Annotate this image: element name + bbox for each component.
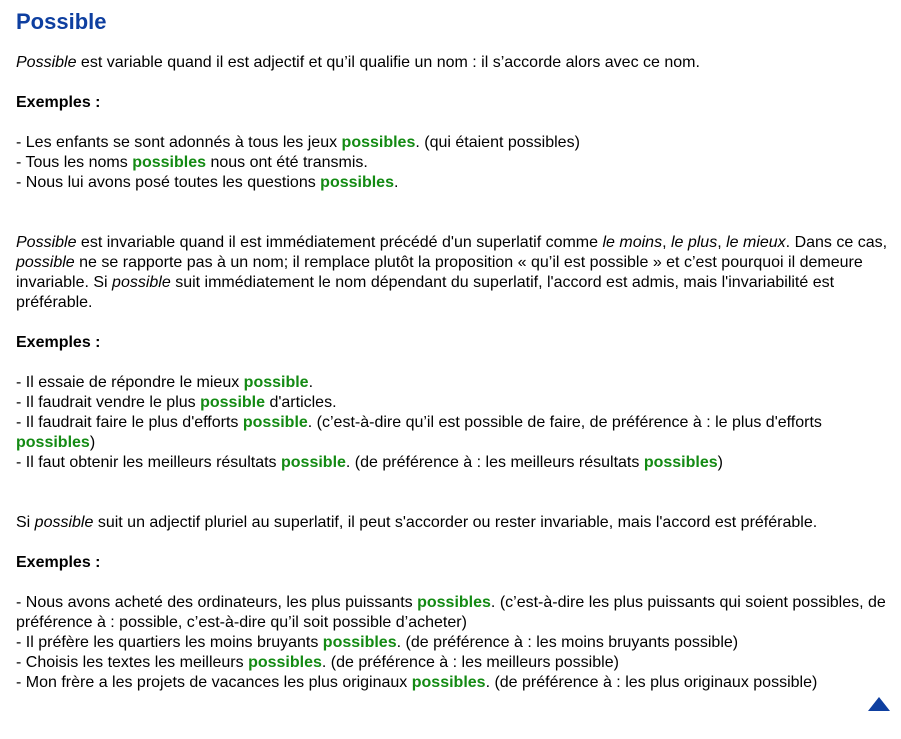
text-run: nous ont été transmis. xyxy=(206,154,368,171)
example-line xyxy=(16,653,891,673)
text-run: - Nous avons acheté des ordinateurs, les plus puissants xyxy=(16,594,418,611)
examples-list xyxy=(16,593,891,693)
text-run: . xyxy=(393,174,399,191)
example-line xyxy=(16,413,891,453)
italic-term: possible xyxy=(112,274,171,291)
examples-heading: Exemples : xyxy=(16,554,101,571)
text-run: ) xyxy=(717,454,723,471)
example-line xyxy=(16,373,891,393)
example-line xyxy=(16,173,891,193)
example-line xyxy=(16,633,891,653)
text-run: . (de préférence à : les moins bruyants possible) xyxy=(396,634,739,651)
section-variable xyxy=(16,53,891,193)
text-run: . Dans ce cas, xyxy=(785,234,888,251)
examples-heading: Exemples : xyxy=(16,334,101,351)
highlighted-word: possibles xyxy=(411,674,486,691)
example-line xyxy=(16,393,891,413)
text-run: Si xyxy=(16,514,35,531)
text-run: . (qui étaient possibles) xyxy=(415,134,580,151)
highlighted-word: possible xyxy=(243,374,309,391)
example-line xyxy=(16,593,891,633)
italic-term: possible xyxy=(34,514,94,531)
section-plural-superlative xyxy=(16,513,891,693)
section-invariable-superlative xyxy=(16,233,891,473)
highlighted-word: possibles xyxy=(322,634,397,651)
text-run: - Tous les noms xyxy=(16,154,133,171)
italic-term: le mieux xyxy=(726,234,786,251)
section-intro xyxy=(16,513,891,533)
text-run: - Les enfants se sont adonnés à tous les jeux xyxy=(16,134,342,151)
text-run: suit un adjectif pluriel au superlatif, il peut s'accorder ou rester invariable, mais l'accord est préférable. xyxy=(93,514,818,531)
italic-term: Possible xyxy=(16,54,77,71)
highlighted-word: possibles xyxy=(341,134,416,151)
text-run: , xyxy=(717,234,727,251)
section-intro xyxy=(16,233,891,313)
section-intro xyxy=(16,53,891,73)
italic-term: Possible xyxy=(16,234,77,251)
examples-list xyxy=(16,373,891,473)
highlighted-word: possibles xyxy=(16,434,90,451)
text-run: , xyxy=(662,234,671,251)
highlighted-word: possibles xyxy=(417,594,491,611)
highlighted-word: possibles xyxy=(132,154,207,171)
text-run: . (c’est-à-dire les plus puissants qui soient possibles, de préférence à : possible, c’est-à-dire qu’il soit possible d’acheter) xyxy=(16,594,886,631)
examples-heading: Exemples : xyxy=(16,94,101,111)
highlighted-word: possibles xyxy=(643,454,718,471)
text-run: . xyxy=(308,374,314,391)
example-line xyxy=(16,673,891,693)
example-line xyxy=(16,153,891,173)
text-run: - Il essaie de répondre le mieux xyxy=(16,374,244,391)
page-title: Possible xyxy=(16,9,107,34)
text-run: - Il préfère les quartiers les moins bruyants xyxy=(16,634,323,651)
italic-term: possible xyxy=(16,254,75,271)
article xyxy=(16,0,891,693)
text-run: - Nous lui avons posé toutes les questions xyxy=(16,174,321,191)
example-line xyxy=(16,453,891,473)
italic-term: le moins xyxy=(602,234,663,251)
highlighted-word: possible xyxy=(200,394,265,411)
highlighted-word: possibles xyxy=(320,174,394,191)
highlighted-word: possible xyxy=(281,454,346,471)
text-run: ) xyxy=(89,434,96,451)
text-run: - Il faudrait faire le plus d'efforts xyxy=(16,414,243,431)
text-run: - Il faudrait vendre le plus xyxy=(16,394,201,411)
text-run: . (c’est-à-dire qu’il est possible de faire, de préférence à : le plus d'efforts xyxy=(307,414,822,431)
examples-list xyxy=(16,133,891,193)
italic-term: le plus xyxy=(670,234,718,251)
text-run: - Choisis les textes les meilleurs xyxy=(16,654,249,671)
text-run: d'articles. xyxy=(265,394,337,411)
highlighted-word: possibles xyxy=(248,654,322,671)
text-run: . (de préférence à : les meilleurs possible) xyxy=(321,654,619,671)
text-run: . (de préférence à : les plus originaux possible) xyxy=(485,674,818,691)
text-run: - Mon frère a les projets de vacances les plus originaux xyxy=(16,674,412,691)
highlighted-word: possible xyxy=(242,414,308,431)
example-line xyxy=(16,133,891,153)
text-run: ne se rapporte pas à un nom; il remplace plutôt la proposition « qu’il est possible » et c’est pourquoi il demeure invariable. Si xyxy=(16,254,863,291)
text-run: suit immédiatement le nom dépendant du superlatif, l'accord est admis, mais l'invariabilité est préférable. xyxy=(16,274,835,311)
text-run: est invariable quand il est immédiatement précédé d'un superlatif comme xyxy=(76,234,603,251)
back-to-top-icon[interactable] xyxy=(868,697,890,711)
text-run: est variable quand il est adjectif et qu’il qualifie un nom : il s’accorde alors avec ce nom. xyxy=(76,54,700,71)
text-run: - Il faut obtenir les meilleurs résultats xyxy=(16,454,281,471)
text-run: . (de préférence à : les meilleurs résultats xyxy=(345,454,644,471)
